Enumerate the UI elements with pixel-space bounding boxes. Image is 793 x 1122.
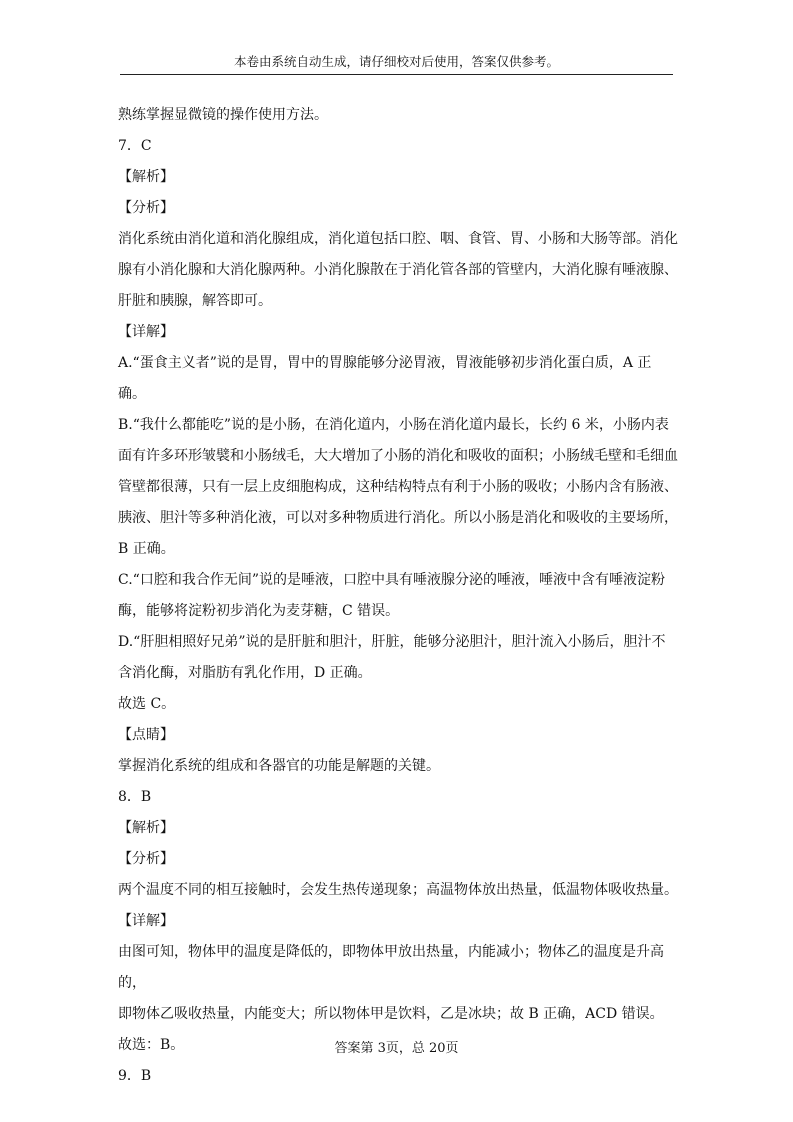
text-line: B.“我什么都能吃”说的是小肠，在消化道内，小肠在消化道内最长，长约 6 米，小肠内表 [118,417,669,433]
text-line: 胰液、胆汁等多种消化液，可以对多种物质进行消化。所以小肠是消化和吸收的主要场所， [118,510,678,526]
text-line: 酶，能够将淀粉初步消化为麦芽糖，C 错误。 [118,603,400,619]
text-line: 掌握消化系统的组成和各器官的功能是解题的关键。 [118,758,440,774]
question-number: 7．C [118,138,152,154]
header-divider [120,74,673,75]
text-line: B 正确。 [118,541,175,557]
section-heading: 【解析】 [118,820,174,836]
text-line: 面有许多环形皱襞和小肠绒毛，大大增加了小肠的消化和吸收的面积；小肠绒毛壁和毛细血 [118,448,678,464]
question-number: 8．B [118,789,152,805]
text-line: 故选：B。 [118,1037,185,1053]
answer-content [118,100,678,1092]
text-line: 熟练掌握显微镜的操作使用方法。 [118,107,328,123]
text-line: 管壁都很薄，只有一层上皮细胞构成，这种结构特点有利于小肠的吸收；小肠内含有肠液、 [118,479,678,495]
text-line: 肝脏和胰腺，解答即可。 [118,293,272,309]
text-line: C.“口腔和我合作无间”说的是唾液，口腔中具有唾液腺分泌的唾液，唾液中含有唾液淀粉 [118,572,665,588]
page-footer: 答案第 3页，总 20页 [334,1041,459,1056]
text-line: 腺有小消化腺和大消化腺两种。小消化腺散在于消化管各部的管壁内，大消化腺有唾液腺、 [118,262,678,278]
section-heading: 【解析】 [118,169,174,185]
text-line: D.“肝胆相照好兄弟”说的是肝脏和胆汁，肝脏，能够分泌胆汁，胆汁流入小肠后，胆汁不 [118,634,666,650]
text-line: 故选 C。 [118,696,176,712]
section-heading: 【分析】 [118,851,174,867]
section-heading: 【详解】 [118,913,174,929]
section-heading: 【详解】 [118,324,174,340]
text-line: 即物体乙吸收热量，内能变大；所以物体甲是饮料，乙是冰块；故 B 正确，ACD 错误。 [118,1006,664,1022]
question-number: 9．B [118,1068,152,1084]
text-line: A.“蛋食主义者”说的是胃，胃中的胃腺能够分泌胃液，胃液能够初步消化蛋白质，A 正确。 [118,355,652,402]
text-line: 由图可知，物体甲的温度是降低的，即物体甲放出热量，内能减小；物体乙的温度是升高的， [118,944,664,991]
page-header-notice: 本卷由系统自动生成，请仔细校对后使用，答案仅供参考。 [233,54,559,69]
section-heading: 【点睛】 [118,727,174,743]
section-heading: 【分析】 [118,200,174,216]
text-line: 消化系统由消化道和消化腺组成，消化道包括口腔、咽、食管、胃、小肠和大肠等部。消化 [118,231,678,247]
text-line: 两个温度不同的相互接触时，会发生热传递现象；高温物体放出热量，低温物体吸收热量。 [118,882,678,898]
text-line: 含消化酶，对脂肪有乳化作用，D 正确。 [118,665,372,681]
